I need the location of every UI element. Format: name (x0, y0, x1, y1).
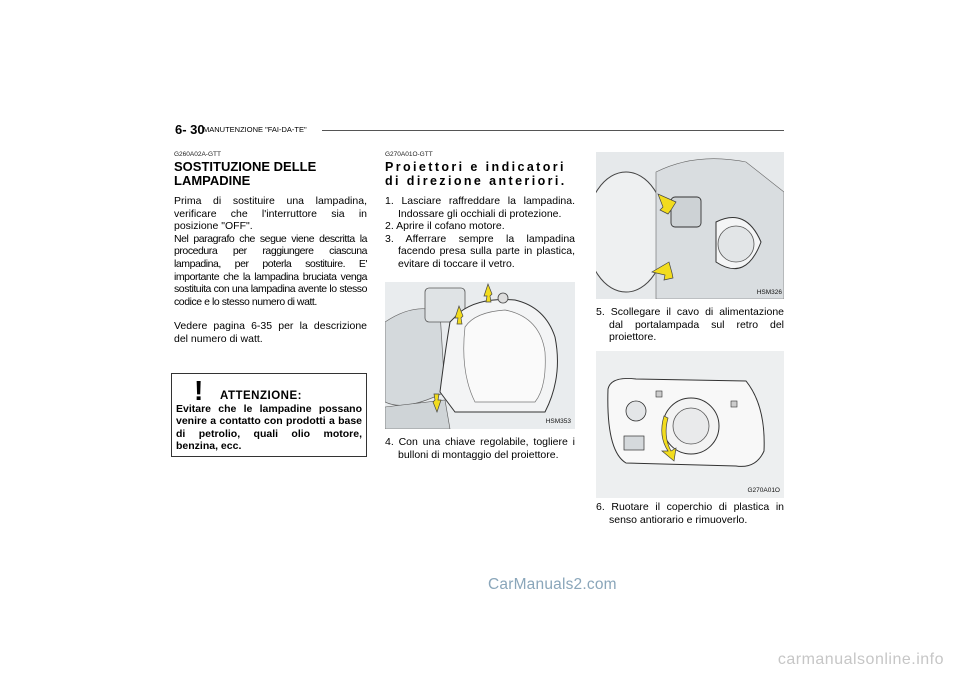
left-para-2: Nel paragrafo che segue viene descritta la procedura per raggiungere ciascuna lampadina, per poterla sostituire. E' importante che la lampadina bruciata venga sostituita con una lampadina avente lo stesso codice e lo stesso numero di watt. (174, 232, 367, 308)
middle-code: G270A01O-GTT (385, 151, 433, 158)
middle-title-text: Proiettori e indicatori di direzione anteriori. (385, 160, 567, 188)
warning-box (171, 373, 367, 457)
step-6: 6. Ruotare il coperchio di plastica in senso antiorario e rimuoverlo. (596, 501, 784, 526)
figure-hsm326-label: HSM326 (756, 289, 782, 296)
middle-steps (385, 195, 575, 271)
middle-column (385, 151, 575, 271)
step-2: 2. Aprire il cofano motore. (385, 220, 505, 233)
right-step-5 (596, 306, 784, 344)
headlamp-rear-cover-illustration (596, 351, 784, 498)
left-title: SOSTITUZIONE DELLE LAMPADINE (174, 159, 317, 188)
footer-link[interactable]: carmanualsonline.info (777, 651, 944, 668)
left-column (174, 151, 367, 346)
step-4: 4. Con una chiave regolabile, togliere i bulloni di montaggio del proiettore. (385, 436, 575, 461)
warning-exclamation-icon (180, 374, 220, 404)
headlamp-bolts-illustration (385, 282, 575, 429)
right-step-6 (596, 501, 784, 526)
figure-hsm353 (385, 282, 575, 429)
figure-hsm353-label: HSM353 (545, 418, 571, 425)
figure-hsm326 (596, 152, 784, 299)
step-5: 5. Scollegare il cavo di alimentazione dal portalampada sul retro del proiettore. (596, 306, 784, 344)
middle-title (385, 160, 575, 188)
svg-text:!: ! (194, 375, 204, 404)
section-title: MANUTENZIONE "FAI-DA-TE" (203, 125, 307, 134)
step-3: 3. Afferrare sempre la lampadina facendo presa sulla parte in plastica, evitare di toccare il vetro. (385, 232, 575, 270)
watermark-link[interactable]: CarManuals2.com (488, 576, 617, 593)
warning-text: Evitare che le lampadine possano venire a contatto con prodotti a base di petrolio, quali olio motore, benzina, ecc. (176, 403, 362, 452)
left-para-1: Prima di sostituire una lampadina, verificare che l'interruttore sia in posizione "OFF". (174, 195, 367, 233)
step-1: 1. Lasciare raffreddare la lampadina. Indossare gli occhiali di protezione. (385, 195, 575, 220)
page-number: 6- 30 (175, 122, 205, 137)
middle-step-4 (385, 436, 575, 461)
left-para-3: Vedere pagina 6-35 per la descrizione del numero di watt. (174, 320, 367, 345)
warning-title: ATTENZIONE: (220, 390, 302, 402)
left-code: G260A02A-GTT (174, 151, 221, 158)
headlamp-connector-illustration (596, 152, 784, 299)
header-rule (322, 130, 784, 131)
figure-g270a01o-label: G270A01O (747, 487, 780, 494)
figure-g270a01o (596, 351, 784, 498)
